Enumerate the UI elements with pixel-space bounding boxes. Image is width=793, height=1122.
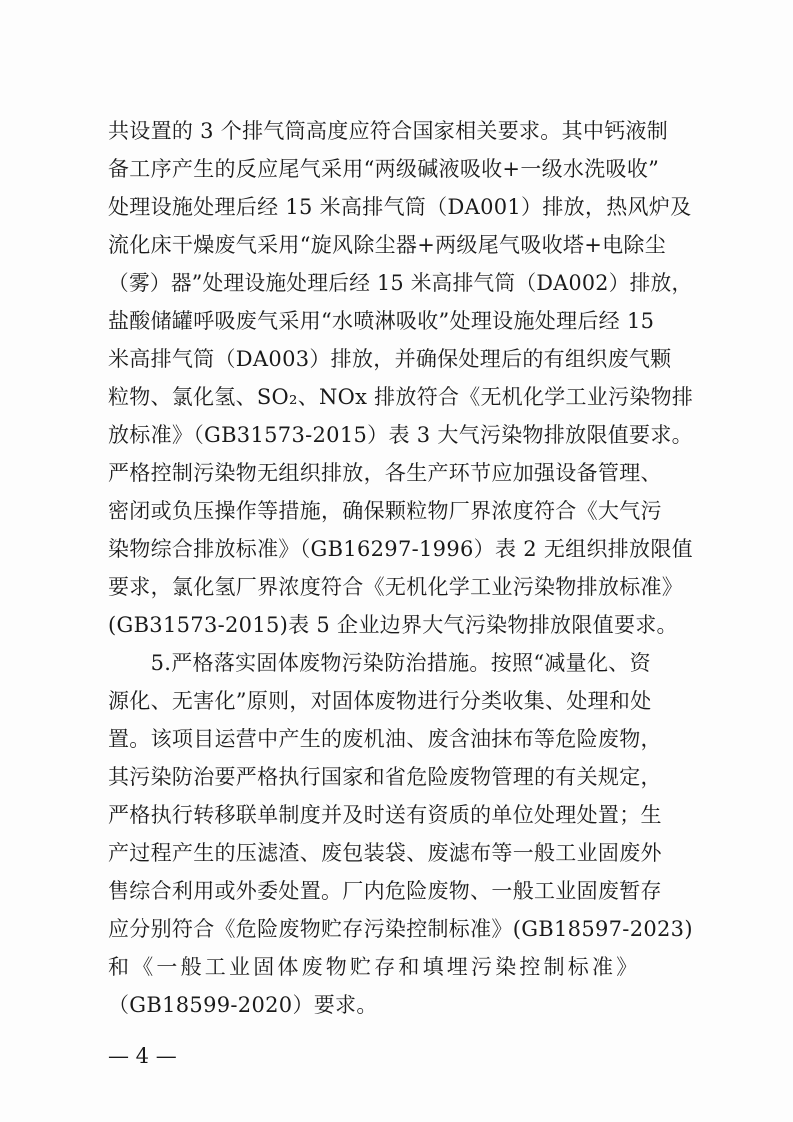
text-line: 置。该项目运营中产生的废机油、废含油抹布等危险废物， bbox=[108, 727, 662, 751]
text-line: 共设置的 3 个排气筒高度应符合国家相关要求。其中钙液制 bbox=[108, 119, 669, 143]
text-line: 放标准》（GB31573-2015）表 3 大气污染物排放限值要求。 bbox=[108, 423, 693, 447]
text-line: 严格控制污染物无组织排放，各生产环节应加强设备管理、 bbox=[108, 461, 662, 485]
text-line: 盐酸储罐呼吸废气采用“水喷淋吸收”处理设施处理后经 15 bbox=[108, 309, 655, 333]
text-line: 应分别符合《危险废物贮存污染控制标准》(GB18597-2023) bbox=[108, 917, 693, 941]
text-line: 要求，氯化氢厂界浓度符合《无机化学工业污染物排放标准》 bbox=[108, 575, 684, 599]
text-line: 售综合利用或外委处置。厂内危险废物、一般工业固废暂存 bbox=[108, 879, 662, 903]
text-line: (GB31573-2015)表 5 企业边界大气污染物排放限值要求。 bbox=[108, 613, 678, 637]
text-line: 其污染防治要严格执行国家和省危险废物管理的有关规定， bbox=[108, 765, 662, 789]
text-line: （雾）器”处理设施处理后经 15 米高排气筒（DA002）排放， bbox=[108, 271, 693, 295]
text-line: 处理设施处理后经 15 米高排气筒（DA001）排放，热风炉及 bbox=[108, 195, 692, 219]
text-line: 粒物、氯化氢、SO₂、NOx 排放符合《无机化学工业污染物排 bbox=[108, 385, 694, 409]
text-line: 源化、无害化”原则，对固体废物进行分类收集、处理和处 bbox=[108, 689, 652, 713]
text-line: （GB18599-2020）要求。 bbox=[108, 993, 378, 1017]
page-number: — 4 — bbox=[108, 1044, 177, 1068]
text-line: 染物综合排放标准》（GB16297-1996）表 2 无组织排放限值 bbox=[108, 537, 693, 561]
text-line: 严格执行转移联单制度并及时送有资质的单位处理处置；生 bbox=[108, 803, 662, 827]
text-line: 流化床干燥废气采用“旋风除尘器+两级尾气吸收塔+电除尘 bbox=[108, 233, 667, 257]
text-line: 5.严格落实固体废物污染防治措施。按照“减量化、资 bbox=[108, 651, 651, 675]
text-line: 产过程产生的压滤渣、废包装袋、废滤布等一般工业固废外 bbox=[108, 841, 662, 865]
text-line: 米高排气筒（DA003）排放，并确保处理后的有组织废气颗 bbox=[108, 347, 672, 371]
text-line: 备工序产生的反应尾气采用“两级碱液吸收+一级水洗吸收” bbox=[108, 157, 660, 181]
text-line: 和《一般工业固体废物贮存和填埋污染控制标准》 bbox=[108, 955, 641, 979]
text-line: 密闭或负压操作等措施，确保颗粒物厂界浓度符合《大气污 bbox=[108, 499, 662, 523]
